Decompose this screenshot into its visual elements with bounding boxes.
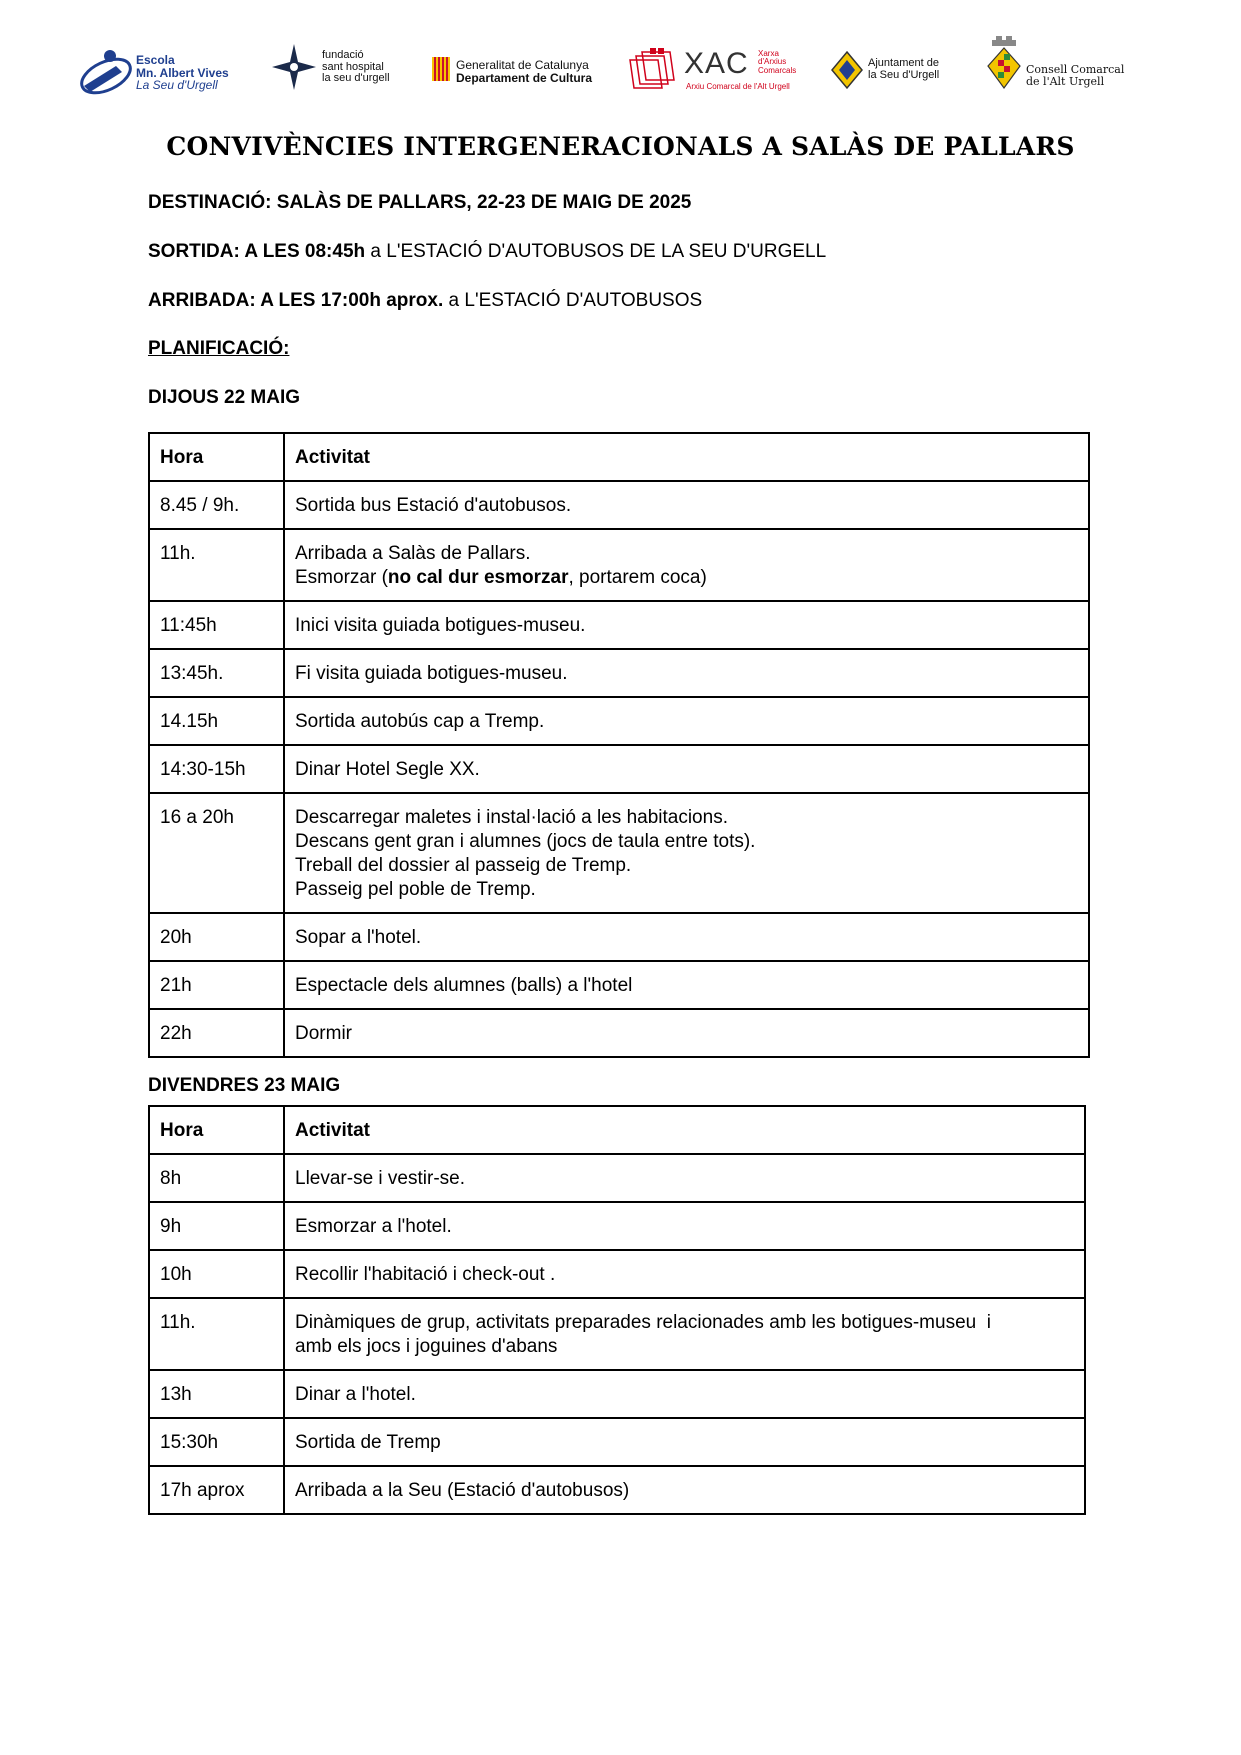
activity-line: Passeig pel poble de Tremp.: [295, 879, 536, 900]
row-activitat: [284, 1298, 1085, 1370]
row-hora: 17h aprox: [149, 1466, 284, 1514]
xac-line3: Comarcals: [758, 65, 797, 75]
fundacio-cross-icon: [270, 42, 318, 92]
xac-mark: XAC: [684, 47, 749, 80]
row-activitat: Espectacle dels alumnes (balls) a l'hotel: [284, 961, 1089, 1009]
table-row: [149, 961, 1089, 1009]
arrival-line: [148, 290, 702, 312]
generalitat-line2: Departament de Cultura: [456, 70, 593, 85]
row-activitat: Sortida bus Estació d'autobusos.: [284, 481, 1089, 529]
row-hora: 21h: [149, 961, 284, 1009]
consell-logo-text: [1026, 64, 1124, 87]
table-row: [149, 1154, 1085, 1202]
row-activitat: Sopar a l'hotel.: [284, 913, 1089, 961]
fundacio-line2: sant hospital: [322, 60, 384, 73]
row-activitat: Recollir l'habitació i check-out .: [284, 1250, 1085, 1298]
row-hora: 11:45h: [149, 601, 284, 649]
generalitat-logo-text: [456, 59, 592, 84]
activity-line: [295, 566, 1078, 590]
table-row: [149, 1418, 1085, 1466]
col-hora-header: Hora: [149, 433, 284, 481]
escola-line1: Escola: [136, 53, 175, 67]
consell-line1: Consell Comarcal: [1026, 63, 1125, 76]
arrival-place: a L'ESTACIÓ D'AUTOBUSOS: [443, 290, 703, 311]
activity-line: Arribada a Salàs de Pallars.: [295, 543, 531, 564]
activity-line: Dinàmiques de grup, activitats preparades relacionades amb les botigues-museu i: [295, 1312, 991, 1333]
consell-coat-icon: [986, 34, 1022, 92]
planning-heading-text: PLANIFICACIÓ:: [148, 338, 290, 359]
row-hora: 10h: [149, 1250, 284, 1298]
row-activitat: Dormir: [284, 1009, 1089, 1057]
day2-heading: [148, 1075, 340, 1097]
table-row: [149, 1466, 1085, 1514]
ajuntament-line1: Ajuntament de: [868, 57, 939, 69]
departure-place: a L'ESTACIÓ D'AUTOBUSOS DE LA SEU D'URGELL: [365, 241, 827, 262]
fundacio-line3: la seu d'urgell: [322, 72, 390, 85]
day1-table: [148, 432, 1090, 1058]
table-row: [149, 1250, 1085, 1298]
col-activitat-header: Activitat: [284, 1106, 1085, 1154]
table-row: [149, 745, 1089, 793]
row-hora: 20h: [149, 913, 284, 961]
escola-line2: Mn. Albert Vives: [136, 65, 229, 80]
row-activitat: Sortida de Tremp: [284, 1418, 1085, 1466]
row-hora: 8h: [149, 1154, 284, 1202]
logo-bar: [0, 30, 1241, 110]
ajuntament-shield-icon: [830, 50, 864, 90]
row-hora: 15:30h: [149, 1418, 284, 1466]
row-hora: 8.45 / 9h.: [149, 481, 284, 529]
consell-line2: de l'Alt Urgell: [1026, 74, 1105, 88]
row-hora: 16 a 20h: [149, 793, 284, 913]
table-header-row: [149, 433, 1089, 481]
table-row: [149, 481, 1089, 529]
day2-table: [148, 1105, 1086, 1515]
table-row: [149, 649, 1089, 697]
departure-label: SORTIDA: A LES 08:45h: [148, 241, 366, 262]
row-activitat: Inici visita guiada botigues-museu.: [284, 601, 1089, 649]
planning-heading: [148, 338, 289, 360]
activity-line: amb els jocs i joguines d'abans: [295, 1336, 558, 1357]
xac-line1: Xarxa: [758, 49, 779, 58]
xac-folders-icon: [628, 48, 680, 92]
row-activitat: Fi visita guiada botigues-museu.: [284, 649, 1089, 697]
table-row: [149, 1009, 1089, 1057]
row-activitat: [284, 793, 1089, 913]
table-row: [149, 913, 1089, 961]
fundacio-logo-text: [322, 50, 390, 85]
activity-line: Descans gent gran i alumnes (jocs de taula entre tots).: [295, 831, 756, 852]
table-row: [149, 1298, 1085, 1370]
row-activitat: [284, 529, 1089, 601]
generalitat-senyera-icon: [432, 57, 450, 81]
row-hora: 22h: [149, 1009, 284, 1057]
xac-line2: d'Arxius: [758, 57, 787, 67]
day1-heading-text: DIJOUS 22 MAIG: [148, 387, 301, 408]
generalitat-line1: Generalitat de Catalunya: [456, 58, 589, 72]
table-row: [149, 1370, 1085, 1418]
row-hora: 13h: [149, 1370, 284, 1418]
escola-line3: La Seu d'Urgell: [136, 78, 218, 93]
row-activitat: Esmorzar a l'hotel.: [284, 1202, 1085, 1250]
row-hora: 13:45h.: [149, 649, 284, 697]
col-hora-header: Hora: [149, 1106, 284, 1154]
ajuntament-line2: la Seu d'Urgell: [868, 68, 940, 81]
col-activitat-header: Activitat: [284, 433, 1089, 481]
table-row: [149, 697, 1089, 745]
destination-line: [148, 192, 691, 214]
row-hora: 14:30-15h: [149, 745, 284, 793]
escola-logo-icon: [76, 46, 140, 98]
xac-small-text: [758, 50, 796, 75]
row-activitat: Dinar a l'hotel.: [284, 1370, 1085, 1418]
escola-logo-text: [136, 54, 229, 92]
table-row: [149, 1202, 1085, 1250]
day2-heading-text: DIVENDRES 23 MAIG: [148, 1075, 341, 1096]
activity-line: Treball del dossier al passeig de Tremp.: [295, 855, 632, 876]
departure-line: [148, 241, 826, 263]
table-row: [149, 529, 1089, 601]
row-hora: 11h.: [149, 1298, 284, 1370]
row-hora: 9h: [149, 1202, 284, 1250]
page-title: CONVIVÈNCIES INTERGENERACIONALS A SALÀS DE PALLARS: [166, 132, 1075, 161]
table-row: [149, 601, 1089, 649]
table-header-row: [149, 1106, 1085, 1154]
day1-heading: [148, 387, 300, 409]
row-activitat: Arribada a la Seu (Estació d'autobusos): [284, 1466, 1085, 1514]
xac-line4: Arxiu Comarcal de l'Alt Urgell: [686, 82, 790, 91]
row-activitat: Dinar Hotel Segle XX.: [284, 745, 1089, 793]
activity-part: Esmorzar (: [295, 567, 388, 588]
row-hora: 11h.: [149, 529, 284, 601]
activity-part: , portarem coca): [568, 567, 707, 588]
row-activitat: Llevar-se i vestir-se.: [284, 1154, 1085, 1202]
arrival-label: ARRIBADA: A LES 17:00h aprox.: [148, 290, 444, 311]
fundacio-line1: fundació: [322, 49, 364, 61]
activity-emphasis: no cal dur esmorzar: [387, 567, 569, 588]
destination-text: DESTINACIÓ: SALÀS DE PALLARS, 22-23 DE MAIG DE 2025: [148, 192, 692, 213]
row-hora: 14.15h: [149, 697, 284, 745]
table-row: [149, 793, 1089, 913]
row-activitat: Sortida autobús cap a Tremp.: [284, 697, 1089, 745]
ajuntament-logo-text: [868, 58, 939, 81]
activity-line: Descarregar maletes i instal·lació a les habitacions.: [295, 807, 728, 828]
